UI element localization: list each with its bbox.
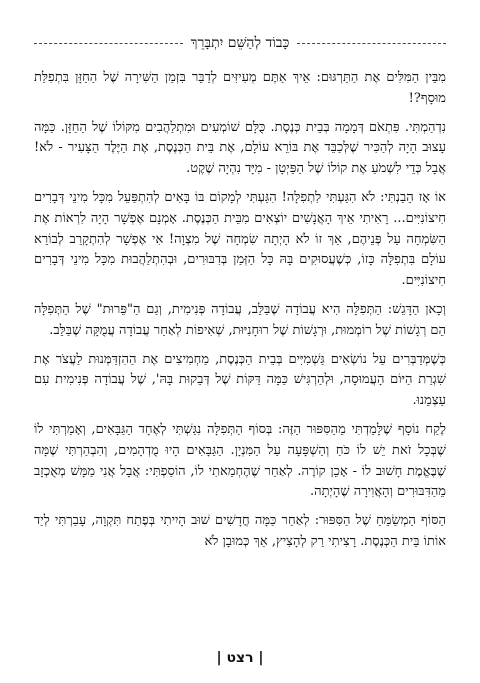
header-rule-left [34, 43, 183, 44]
paragraph: כְּשֶׁמְּדַבְּרִים עַל נוֹשְׂאִים גַּשְׁמִיִּים בְּבֵית הַכְּנֶסֶת, מַחְמִיצִים אֶת הַהִזְדַּמְּנוּת לַעֲצֹר אֶת שִׁגְרַת הַיּוֹם הָעֲמוּסָה, וּלְהַרְגִּישׁ כַּמָּה דַּקּוֹת שֶׁל דְּבֵקוּת בָּהּ', שֶׁל עֲבוֹדָה פְּנִימִית עִם עַצְמֵנוּ. [34, 351, 446, 409]
paragraph: וְכָאן הַדָּגֵשׁ: הַתְּפִלָּה הִיא עֲבוֹדָה שֶׁבַּלֵּב, עֲבוֹדָה פְּנִימִית, וְגַם הַ"פֵּרוּת" שֶׁל הַתְּפִלָּה הֵם רְגָשׁוֹת שֶׁל רוֹמְמוּת, וּרְגָשׁוֹת שֶׁל רוּחָנִיּוּת, שְׁאִיפוֹת לְאַחַר עֲבוֹדָה עֲמֻקָּה שֶׁבַּלֵּב. [34, 301, 446, 338]
paragraph: הַסּוֹף הַמְשַׂמֵּחַ שֶׁל הַסִּפּוּר: לְאַחַר כַּמָּה חֳדָשִׁים שׁוּב הָיִיתִי בְּפֶתַח תִּקְוָה, עָבַרְתִּי לְיַד אוֹתוֹ בֵּית הַכְּנֶסֶת. רָצִיתִי רַק לְהָצִיץ, אַךְ כְּמוּבָן לֹא [34, 513, 446, 549]
paragraph: מִבֵּין הַמִּלִּים אֶת הַתַּרְגּוּם: אֵיךְ אַתֶּם מְעִיזִּים לְדַבֵּר בִּזְמַן הַשִּׁירָה שֶׁל הַחַזָּן בִּתְפִלַּת מוּסָף?! [34, 70, 446, 106]
header-title: כָּבוֹד לְהַשֵּׁם יִתְבָּרֵךְ [190, 34, 290, 51]
paragraph: נִדְהַמְתִּי. פִּתְאֹם דְּמָמָה בְּבֵית כְּנֶסֶת. כֻּלָּם שׁוֹמְעִים וּמִתְלַהֲבִים מִקּוֹלוֹ שֶׁל הַחַזָּן. כַּמָּה עָצוּב הָיָה לְהַכִּיר שֶׁלְּכַבֵּד אֶת בּוֹרֵא עוֹלָם, אֶת בֵּית הַכְּנֶסֶת, אֶת הַיֶּלֶד הַצָּעִיר - לֹא! אֲבָל כְּדֵי לִשְׁמֹעַ אֶת קוֹלוֹ שֶׁל הַפַּיְטָן - מִיָּד נִהְיָה שֶׁקֶט. [34, 119, 446, 177]
header-rule-right [297, 43, 446, 44]
running-header [34, 34, 446, 52]
body-text [34, 68, 446, 561]
paragraph: לֶקַח נוֹסָף שֶׁלָּמַדְתִּי מֵהַסִּפּוּר הַזֶּה: בְּסוֹף הַתְּפִלָּה נִגַּשְׁתִּי לְאֶחָד הַגַּבָּאִים, וְאָמַרְתִּי לוֹ שֶׁבְּכָל זֹאת יֵשׁ לוֹ כֹּחַ וְהַשְׁפָּעָה עַל הַמִּנְיָן. הַגַּבָּאִים הָיוּ מֻדְהָמִים, וְהִבְהַרְתִּי שֶׁמָּה שֶׁבֶּאֱמֶת חָשׁוּב לוֹ - אָכֵן קוֹרֶה. לְאַחַר שֶׁהֶחְמַאתִי לוֹ, הוֹסַפְתִּי: אֲבָל אֲנִי מַמָּשׁ מְאֻכְזָב מֵהַדִּבּוּרִים וְהָאֲוִירָה שֶׁהָיְתָה. [34, 421, 446, 500]
paragraph: אוֹ אָז הֵבַנְתִּי: לֹא הִגַּעְתִּי לִתְפִלָּה! הִגַּעְתִּי לְמָקוֹם בּוֹ בָּאִים לְהִתְפַּעֵל מִכָּל מִינֵי דְּבָרִים חִיצוֹנִיִּים... רָאִיתִי אֵיךְ הָאֲנָשִׁים יוֹצְאִים מִבֵּית הַכְּנֶסֶת. אָמְנָם אֶפְשָׁר הָיָה לִרְאוֹת אֶת הַשִּׂמְחָה עַל פְּנֵיהֶם, אַךְ זוֹ לֹא הָיְתָה שִׂמְחָה שֶׁל מִצְוָה! אִי אֶפְשָׁר לְהִתְקָרֵב לְבוֹרֵא עוֹלָם בִּתְפִלָּה כָּזוֹ, כְּשֶׁעֲסוּקִים בָּהּ כָּל הַזְּמַן בְּדִבּוּרִים, וּבְהִתְלַהֲבוּת מִכָּל מִינֵי דְּבָרִים חִיצוֹנִיִּים. [34, 189, 446, 289]
page-number: | רצט | [216, 650, 264, 666]
